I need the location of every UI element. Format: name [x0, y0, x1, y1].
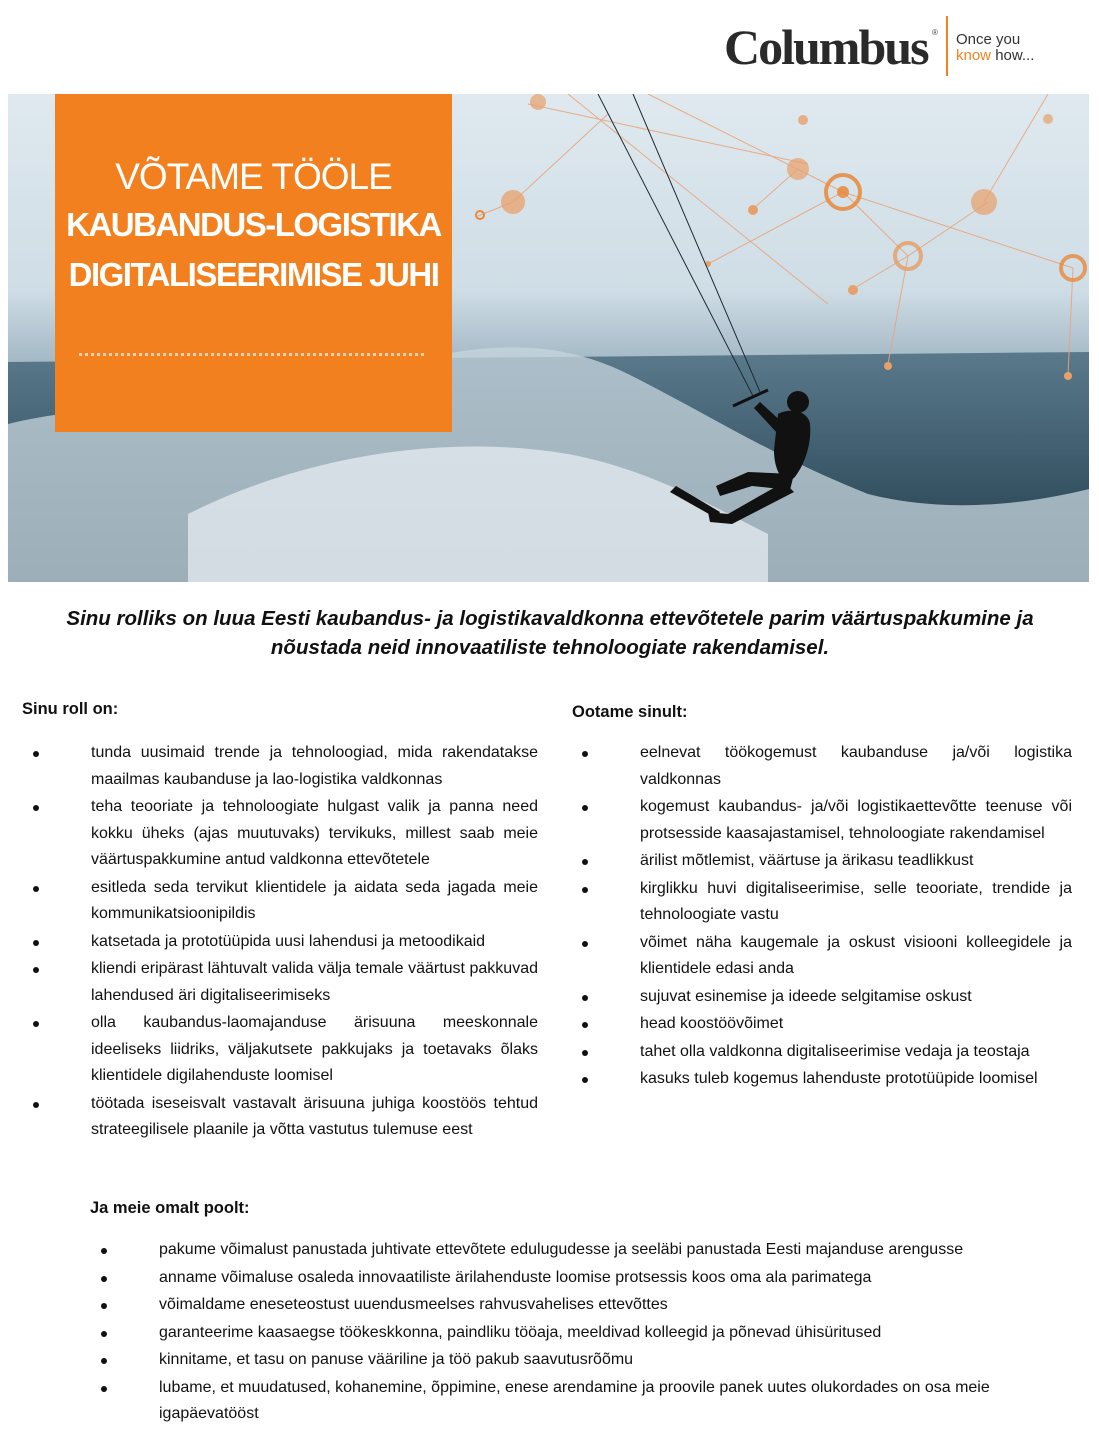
banner-dotted-divider	[79, 353, 424, 356]
list-item: tunda uusimaid trende ja tehnoloogiad, mida rakendatakse maailmas kaubanduse ja lao-logistika valdkonnas	[33, 740, 538, 793]
list-item: tahet olla valdkonna digitaliseerimise vedaja ja teostaja	[582, 1039, 1072, 1066]
list-item: võimet näha kaugemale ja oskust visiooni kolleegidele ja klientidele edasi anda	[582, 930, 1072, 983]
bullet-icon	[582, 805, 588, 811]
expect-list	[582, 740, 1072, 1093]
bullet-icon	[33, 805, 39, 811]
network-nodes	[476, 94, 1085, 380]
tagline-rest: how...	[991, 47, 1035, 64]
offer-list	[101, 1237, 1061, 1428]
bullet-icon	[33, 751, 39, 757]
list-item: lubame, et muudatused, kohanemine, õppimine, enese arendamine ja proovile panek uutes olukordades on osa meie igapäevatööst	[101, 1375, 1061, 1428]
lead-paragraph: Sinu rolliks on luua Eesti kaubandus- ja logistikavaldkonna ettevõtetele parim väärtuspakkumine ja nõustada neid innovaatiliste tehnoloogiate rakendamisel.	[66, 607, 1034, 659]
list-item: kasuks tuleb kogemus lahenduste prototüüpide loomisel	[582, 1066, 1072, 1093]
list-item: olla kaubandus-laomajanduse ärisuuna meeskonnale ideeliseks liidriks, väljakutsete pakkujaks ja toetavaks õlaks klientidele digilahenduste loomisel	[33, 1010, 538, 1090]
list-item: kogemust kaubandus- ja/või logistikaettevõtte teenuse või protsesside kaasajastamisel, tehnoloogiate rakendamisel	[582, 794, 1072, 847]
list-item: pakume võimalust panustada juhtivate ettevõtete edulugudesse ja seeläbi panustada Eesti majanduse arengusse	[101, 1237, 1061, 1264]
logo-divider	[946, 16, 948, 76]
list-item: töötada iseseisvalt vastavalt ärisuuna juhiga koostöös tehtud strateegilisele plaanile ja võtta vastutus tulemuse eest	[33, 1091, 538, 1144]
bullet-icon	[582, 859, 588, 865]
expect-heading: Ootame sinult:	[572, 703, 688, 721]
list-item: garanteerime kaasaegse töökeskkonna, paindliku tööaja, meeldivad kolleegid ja põnevad ühisüritused	[101, 1320, 1061, 1347]
bullet-icon	[33, 1021, 39, 1027]
banner-line3: DIGITALISEERIMISE JUHI	[68, 256, 439, 293]
bullet-icon	[582, 941, 588, 947]
tagline-know: know	[956, 47, 992, 64]
list-item: anname võimaluse osaleda innovaatiliste ärilahenduste loomise protsessis koos oma ala parimatega	[101, 1265, 1061, 1292]
bullet-icon	[33, 886, 39, 892]
role-list	[33, 740, 538, 1144]
list-item: katsetada ja prototüüpida uusi lahendusi ja metoodikaid	[33, 929, 538, 956]
offer-heading: Ja meie omalt poolt:	[90, 1199, 250, 1217]
bullet-icon	[582, 1077, 588, 1083]
registered-mark-icon: ®	[932, 28, 938, 37]
logo-tagline	[956, 32, 1034, 64]
title-banner	[55, 94, 452, 432]
bullet-icon	[101, 1358, 107, 1364]
bullet-icon	[101, 1386, 107, 1392]
list-item: teha teooriate ja tehnoloogiate hulgast valik ja panna need kokku üheks (ajas muutuvaks) tervikuks, millest saab meie väärtuspakkumine antud valdkonna ettevõtetele	[33, 794, 538, 874]
bullet-icon	[582, 887, 588, 893]
role-heading: Sinu roll on:	[22, 700, 119, 718]
list-item: head koostöövõimet	[582, 1011, 1072, 1038]
columbus-logo	[720, 16, 1060, 78]
bullet-icon	[582, 751, 588, 757]
network-lines	[478, 94, 1073, 374]
bullet-icon	[33, 967, 39, 973]
kite-lines	[598, 94, 760, 396]
bullet-icon	[101, 1303, 107, 1309]
list-item: esitleda seda tervikut klientidele ja aidata seda jagada meie kommunikatsioonipildis	[33, 875, 538, 928]
banner-line1: VÕTAME TÖÖLE	[115, 156, 392, 197]
bullet-icon	[101, 1276, 107, 1282]
list-item: ärilist mõtlemist, väärtuse ja ärikasu teadlikkust	[582, 848, 1072, 875]
tagline-line1: Once you	[956, 31, 1021, 48]
list-item: eelnevat töökogemust kaubanduse ja/või logistika valdkonnas	[582, 740, 1072, 793]
bullet-icon	[33, 1102, 39, 1108]
list-item: kirglikku huvi digitaliseerimise, selle teooriate, trendide ja tehnoloogiate vastu	[582, 876, 1072, 929]
hero-image	[8, 94, 1089, 582]
banner-line2: KAUBANDUS-LOGISTIKA	[66, 206, 441, 243]
bullet-icon	[582, 995, 588, 1001]
bullet-icon	[33, 940, 39, 946]
list-item: võimaldame eneseteostust uuendusmeelses rahvusvahelises ettevõttes	[101, 1292, 1061, 1319]
bullet-icon	[101, 1248, 107, 1254]
logo-wordmark: Columbus	[724, 19, 928, 75]
bullet-icon	[101, 1331, 107, 1337]
list-item: sujuvat esinemise ja ideede selgitamise oskust	[582, 984, 1072, 1011]
list-item: kinnitame, et tasu on panuse vääriline ja töö pakub saavutusrõõmu	[101, 1347, 1061, 1374]
list-item: kliendi eripärast lähtuvalt valida välja temale väärtust pakkuvad lahendused äri digitaliseerimiseks	[33, 956, 538, 1009]
bullet-icon	[582, 1022, 588, 1028]
bullet-icon	[582, 1050, 588, 1056]
